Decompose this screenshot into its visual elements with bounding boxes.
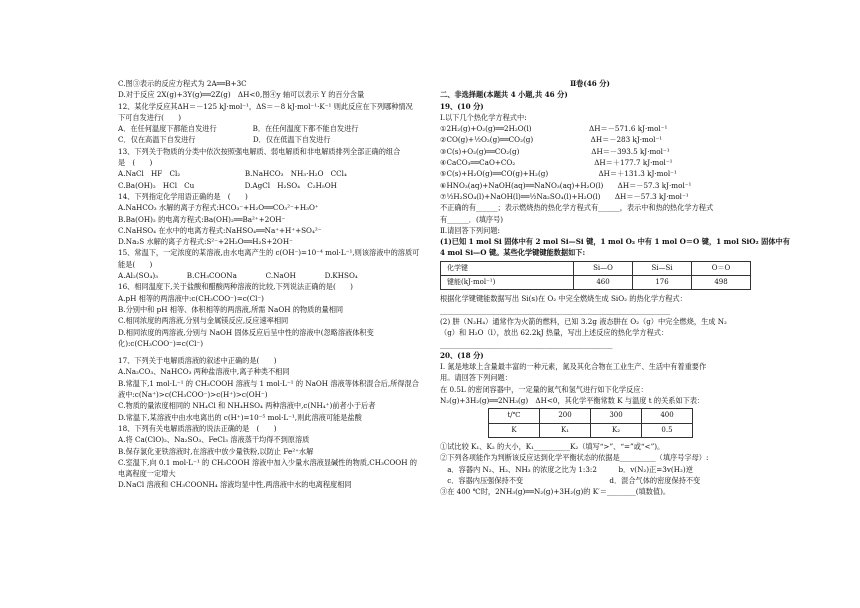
left-line: 电离程度一定增大 bbox=[118, 469, 176, 479]
question-14-option: C.NaHSO₄ 在水中的电离方程式:NaHSO₄══Na⁺+H⁺+SO₄²⁻ bbox=[118, 225, 322, 235]
right-column bbox=[440, 78, 790, 497]
table-cell: 498 bbox=[692, 276, 751, 290]
right-line: Ⅰ.以下几个热化学方程式中: bbox=[440, 112, 527, 122]
answer-blank: ________________________________________________________________ bbox=[440, 305, 670, 315]
question-12-options: C．仅在高温下自发进行 D．仅在低温下自发进行 bbox=[118, 135, 331, 145]
table-row bbox=[489, 423, 693, 437]
right-line: 在 0.5L 的密闭容器中，一定量的氮气和氢气进行如下化学反应： bbox=[440, 384, 648, 394]
table-cell: 400 bbox=[642, 409, 693, 423]
equation: ③C(s)+O₂(g)══CO₂(g) ΔH＝－393.5 kJ·mol⁻¹ bbox=[440, 146, 670, 156]
equation: ④CaCO₃══CaO+CO₂ ΔH＝＋177.7 kJ·mol⁻¹ bbox=[440, 158, 673, 168]
left-column bbox=[118, 78, 420, 491]
question-13-options: A.NaCl HF Cl₂ B.NaHCO₃ NH₃·H₂O CCl₄ bbox=[118, 169, 347, 179]
question-13-options: C.Ba(OH)₂ HCl Cu D.AgCl H₂SO₄ C₂H₅OH bbox=[118, 180, 337, 190]
table-cell: 0.5 bbox=[642, 423, 693, 437]
equilibrium-constant-table bbox=[488, 408, 693, 438]
table-cell: 200 bbox=[540, 409, 591, 423]
question-17-option: A.Na₂CO₃、NaHCO₃ 两种盐溶液中,离子种类不相同 bbox=[118, 367, 290, 377]
equation: ②CO(g)+½O₂(g)══CO₂(g) ΔH＝－283 kJ·mol⁻¹ bbox=[440, 135, 663, 145]
question-18-option: C.室温下,向 0.1 mol·L⁻¹ 的 CH₃COOH 溶液中加入少量水溶液显碱性的物质,CH₃COOH 的 bbox=[118, 457, 417, 467]
question-12-options: A．在任何温度下都能自发进行 B．在任何温度下都不能自发进行 bbox=[118, 124, 359, 134]
equation: ①2H₂(g)+O₂(g)══2H₂O(l) ΔH＝－571.6 kJ·mol⁻¹ bbox=[440, 124, 668, 134]
question-18-option: A.将 Ca(ClO)₂、Na₂SO₃、FeCl₃ 溶液蒸干均得不到原溶质 bbox=[118, 435, 310, 445]
right-line: （g）和 H₂O（l），放出 62.2kJ 热量，写出上述反应的热化学方程式： bbox=[440, 328, 669, 338]
table-cell: 键能(kJ·mol⁻¹) bbox=[441, 276, 574, 290]
question-19-title: 19、(10 分) bbox=[440, 101, 484, 111]
right-line: c．容器内压强保持不变 d．混合气体的密度保持不变 bbox=[440, 475, 701, 485]
question-15-stem: 15、常温下，一定浓度的某溶液,由水电离产生的 c(OH⁻)=10⁻⁴ mol·L⁻¹,则该溶液中的溶质可 bbox=[118, 248, 420, 258]
question-15-options: A.Al₂(SO₄)₃ B.CH₃COONa C.NaOH D.KHSO₄ bbox=[118, 271, 358, 281]
question-17-option: C.物质的量浓度相同的 NH₄Cl 和 NH₄HSO₄ 两种溶液中,c(NH₄⁺)前者小于后者 bbox=[118, 401, 376, 411]
question-16-option: B.分别中和 pH 相等、体积相等的两溶液,所需 NaOH 的物质的量相同 bbox=[118, 304, 344, 314]
table-cell: K₂ bbox=[591, 423, 642, 437]
left-line: 是 ( ) bbox=[118, 158, 153, 168]
question-16-option: D.相同浓度的两溶液,分别与 NaOH 固体反应后呈中性的溶液中(忽略溶液体积变 bbox=[118, 327, 374, 337]
right-line: Ⅰ. 氮是地球上含量最丰富的一种元素，氮及其化合物在工业生产、生活中有着重要作 bbox=[440, 362, 707, 372]
section-heading: 二、非选择题(本题共 4 小题,共 46 分) bbox=[440, 90, 568, 100]
question-18-stem: 18、下列有关电解质溶液的说法正确的是 ( ) bbox=[118, 423, 277, 433]
table-cell: Si—Si bbox=[633, 261, 692, 275]
right-line: ①试比较 K₁、K₂ 的大小，K₁__________K₂（填写“>”、“=”或“<”)。 bbox=[440, 441, 665, 451]
left-line: 液中:c(Na⁺)>c(CH₃COO⁻)>c(H⁺)>c(OH⁻) bbox=[118, 390, 268, 400]
right-line: ②下列各项能作为判断该反应达到化学平衡状态的依据是__________（填序号字母）: bbox=[440, 453, 709, 463]
right-line: 不正确的有______；表示燃烧热的热化学方程式有______，表示中和热的热化学方程式 bbox=[440, 203, 714, 213]
left-line: 下可自发进行( ) bbox=[118, 112, 182, 122]
table-cell: Si—O bbox=[574, 261, 633, 275]
question-14-stem: 14、下列指定化学用语正确的是 ( ) bbox=[118, 191, 248, 201]
question-14-option: A.NaHCO₃ 水解的离子方程式:HCO₃⁻+H₂O══CO₃²⁻+H₃O⁺ bbox=[118, 203, 319, 213]
left-line: C.图③表示的反应方程式为 2A══B+3C bbox=[118, 79, 247, 88]
table-cell: t/℃ bbox=[489, 409, 540, 423]
question-14-option: B.Ba(OH)₂ 的电离方程式:Ba(OH)₂══Ba²⁺+2OH⁻ bbox=[118, 214, 286, 224]
question-16-option: A.pH 相等的两溶液中:c(CH₃COO⁻)=c(Cl⁻) bbox=[118, 293, 264, 303]
right-line: 用。请回答下列问题： bbox=[440, 373, 512, 383]
bond-energy-table bbox=[440, 261, 751, 291]
table-cell: 化学键 bbox=[441, 261, 574, 275]
table-cell: 176 bbox=[633, 276, 692, 290]
left-line: D.对于反应 2X(g)+3Y(g)══2Z(g) ΔH<0,图④y 轴可以表示 Y 的百分含量 bbox=[118, 90, 365, 100]
table-row bbox=[441, 276, 751, 290]
table-cell: 300 bbox=[591, 409, 642, 423]
equation: ⑦½H₂SO₄(l)+NaOH(l)══½Na₂SO₄(l)+H₂O(l) ΔH＝－57.3 kJ·mol⁻¹ bbox=[440, 191, 689, 201]
table-cell: K bbox=[489, 423, 540, 437]
question-20-title: 20、(18 分) bbox=[440, 350, 484, 360]
table-row bbox=[441, 261, 751, 275]
right-line: 有______．(填序号) bbox=[440, 214, 504, 224]
question-16-option: C.相同浓度的两溶液,分别与金属镁反应,反应速率相同 bbox=[118, 316, 289, 326]
answer-blank: ________________________________________________ bbox=[440, 339, 613, 349]
right-line: (2) 肼（N₂H₄）通常作为火箭的燃料，已知 3.2g 液态肼在 O₂（g）中完全燃烧，生成 N₂ bbox=[440, 316, 727, 326]
right-line: N₂(g)+3H₂(g)══2NH₃(g) ΔH<0，其化学平衡常数 K 与温度 t 的关系如下表： bbox=[440, 396, 705, 406]
question-17-option: D.常温下,某溶液中由水电离出的 c(H⁺)=10⁻⁵ mol·L⁻¹,则此溶液可能是盐酸 bbox=[118, 412, 362, 422]
question-18-option: D.NaCl 溶液和 CH₃COONH₄ 溶液均显中性,两溶液中水的电离程度相同 bbox=[118, 480, 352, 490]
right-line: a．容器内 N₂、H₂、NH₃ 的浓度之比为 1:3:2 b．v(N₂)正=3v(H₂)逆 bbox=[440, 464, 693, 474]
question-14-option: D.Na₂S 水解的离子方程式:S²⁻+2H₂O══H₂S+2OH⁻ bbox=[118, 237, 293, 247]
question-16-stem: 16、相同温度下,关于盐酸和醋酸两种溶液的比较,下列说法正确的是( ) bbox=[118, 282, 353, 292]
question-17-option: B.常温下,1 mol·L⁻¹ 的 CH₃COOH 溶液与 1 mol·L⁻¹ 的 NaOH 溶液等体积混合后,所得混合 bbox=[118, 378, 419, 388]
question-17-stem: 17、下列关于电解质溶液的叙述中正确的是( ) bbox=[118, 356, 277, 366]
right-line: ③在 400 ℃时，2NH₃(g)══N₂(g)+3H₂(g)的 K′＝________(填数值)。 bbox=[440, 487, 671, 497]
table-row bbox=[489, 409, 693, 423]
right-line: 根据化学键键能数据写出 Si(s)在 O₂ 中完全燃烧生成 SiO₂ 的热化学方程式： bbox=[440, 294, 687, 304]
table-cell: K₁ bbox=[540, 423, 591, 437]
right-line: 4 mol Si—O 键。某些化学键键能数据如下: bbox=[440, 248, 586, 258]
left-line: 化):c(CH₃COO⁻)=c(Cl⁻) bbox=[118, 338, 204, 348]
question-13-stem: 13、下列关于物质的分类中依次按照强电解质、弱电解质和非电解质排列全部正确的组合 bbox=[118, 146, 401, 156]
equation: ⑥HNO₃(aq)+NaOH(aq)══NaNO₃(aq)+H₂O(l) ΔH＝－57.3 kJ·mol⁻¹ bbox=[440, 180, 692, 190]
question-12-stem: 12、某化学反应其ΔH＝－125 kJ·mol⁻¹，ΔS＝－8 kJ·mol⁻¹·K⁻¹ 则此反应在下列哪种情况 bbox=[118, 101, 413, 111]
section-title: Ⅱ卷(46 分) bbox=[570, 79, 610, 88]
left-line: 能是( ) bbox=[118, 259, 153, 269]
right-line: Ⅱ.请回答下列问题: bbox=[440, 225, 500, 235]
question-18-option: B.保存氯化亚铁溶液时,在溶液中放少量铁粉,以防止 Fe²⁺水解 bbox=[118, 446, 314, 456]
right-line: (1)已知 1 mol Si 固体中有 2 mol Si—Si 键，1 mol O₂ 中有 1 mol O＝O 键，1 mol SiO₂ 固体中有 bbox=[440, 237, 790, 247]
equation: ⑤C(s)+H₂O(g)══CO(g)+H₂(g) ΔH＝＋131.3 kJ·mol⁻¹ bbox=[440, 169, 677, 179]
table-cell: 460 bbox=[574, 276, 633, 290]
table-cell: O＝O bbox=[692, 261, 751, 275]
